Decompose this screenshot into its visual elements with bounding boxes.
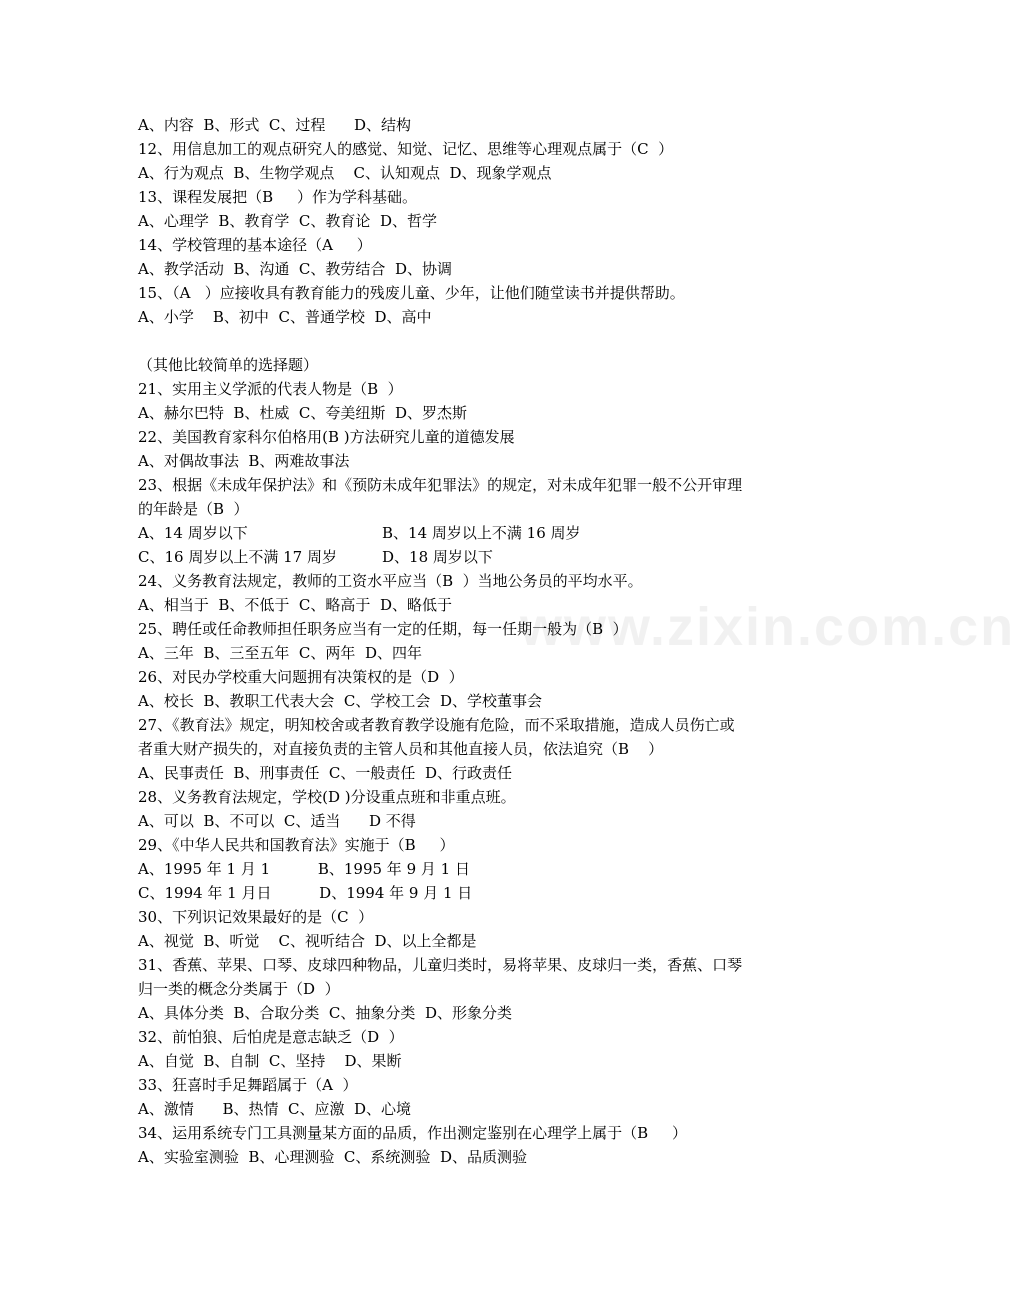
option-row — [138, 545, 798, 569]
question-list — [138, 113, 798, 1169]
text-line: 28、义务教育法规定，学校(D )分设重点班和非重点班。 — [138, 788, 516, 806]
text-line: A、教学活动 B、沟通 C、教劳结合 D、协调 — [138, 260, 452, 278]
q23-options — [138, 521, 798, 569]
text-line: A、相当于 B、不低于 C、略高于 D、略低于 — [138, 596, 452, 614]
text-line: 21、实用主义学派的代表人物是（B ） — [138, 380, 403, 398]
option-row — [138, 521, 798, 545]
text-line: A、具体分类 B、合取分类 C、抽象分类 D、形象分类 — [138, 1004, 512, 1022]
text-line: A、赫尔巴特 B、杜威 C、夸美纽斯 D、罗杰斯 — [138, 404, 467, 422]
option-text: A、14 周岁以下 — [138, 524, 248, 542]
text-line: 24、义务教育法规定，教师的工资水平应当（B ）当地公务员的平均水平。 — [138, 572, 643, 590]
text-line: A、对偶故事法 B、两难故事法 — [138, 452, 350, 470]
text-line: A、三年 B、三至五年 C、两年 D、四年 — [138, 644, 422, 662]
text-line: A、内容 B、形式 C、过程 D、结构 — [138, 116, 412, 134]
text-line: 12、用信息加工的观点研究人的感觉、知觉、记忆、思维等心理观点属于（C ） — [138, 140, 674, 158]
text-line: A、小学 B、初中 C、普通学校 D、高中 — [138, 308, 432, 326]
text-line: （其他比较简单的选择题） — [138, 356, 319, 374]
questions-11-15 — [138, 113, 798, 329]
questions-21-23 — [138, 353, 798, 521]
text-line: A、行为观点 B、生物学观点 C、认知观点 D、现象学观点 — [138, 164, 552, 182]
text-line: A、校长 B、教职工代表大会 C、学校工会 D、学校董事会 — [138, 692, 542, 710]
option-text: B、14 周岁以上不满 16 周岁 — [382, 524, 581, 542]
option-text: D、18 周岁以下 — [382, 548, 493, 566]
text-line: A、心理学 B、教育学 C、教育论 D、哲学 — [138, 212, 437, 230]
text-line: A、自觉 B、自制 C、坚持 D、果断 — [138, 1052, 402, 1070]
text-line: 23、根据《未成年保护法》和《预防未成年犯罪法》的规定，对未成年犯罪一般不公开审理 — [138, 476, 743, 494]
text-line: 34、运用系统专门工具测量某方面的品质，作出测定鉴别在心理学上属于（B ） — [138, 1124, 687, 1142]
text-line: 29、《中华人民共和国教育法》实施于（B ） — [138, 836, 455, 854]
text-line: 14、学校管理的基本途径（A ） — [138, 236, 372, 254]
text-line: A、民事责任 B、刑事责任 C、一般责任 D、行政责任 — [138, 764, 512, 782]
text-line: 者重大财产损失的，对直接负责的主管人员和其他直接人员，依法追究（B ） — [138, 740, 664, 758]
text-line: 32、前怕狼、后怕虎是意志缺乏（D ） — [138, 1028, 404, 1046]
option-text: C、16 周岁以上不满 17 周岁 — [138, 548, 337, 566]
questions-24-34 — [138, 569, 798, 1169]
text-line: A、激情 B、热情 C、应激 D、心境 — [138, 1100, 412, 1118]
text-line: 25、聘任或任命教师担任职务应当有一定的任期，每一任期一般为（B ） — [138, 620, 628, 638]
text-line: 13、课程发展把（B ）作为学科基础。 — [138, 188, 417, 206]
text-line: 的年龄是（B ） — [138, 500, 249, 518]
section-gap — [138, 329, 798, 353]
text-line: C、1994 年 1 月日 D、1994 年 9 月 1 日 — [138, 884, 473, 902]
text-line: 26、对民办学校重大问题拥有决策权的是（D ） — [138, 668, 464, 686]
text-line: A、实验室测验 B、心理测验 C、系统测验 D、品质测验 — [138, 1148, 527, 1166]
text-line: 31、香蕉、苹果、口琴、皮球四种物品，儿童归类时，易将苹果、皮球归一类，香蕉、口琴 — [138, 956, 743, 974]
text-line: 22、美国教育家科尔伯格用(B )方法研究儿童的道德发展 — [138, 428, 515, 446]
text-line: 归一类的概念分类属于（D ） — [138, 980, 340, 998]
watermark: www.zixin.com.cn — [520, 597, 1015, 657]
text-line: 15、（A ）应接收具有教育能力的残废儿童、少年，让他们随堂读书并提供帮助。 — [138, 284, 685, 302]
text-line: A、1995 年 1 月 1 B、1995 年 9 月 1 日 — [138, 860, 470, 878]
text-line: 30、下列识记效果最好的是（C ） — [138, 908, 374, 926]
text-line: 27、《教育法》规定，明知校舍或者教育教学设施有危险，而不采取措施，造成人员伤亡或 — [138, 716, 735, 734]
text-line: A、视觉 B、听觉 C、视听结合 D、以上全都是 — [138, 932, 477, 950]
text-line: 33、狂喜时手足舞蹈属于（A ） — [138, 1076, 358, 1094]
text-line: A、可以 B、不可以 C、适当 D 不得 — [138, 812, 416, 830]
